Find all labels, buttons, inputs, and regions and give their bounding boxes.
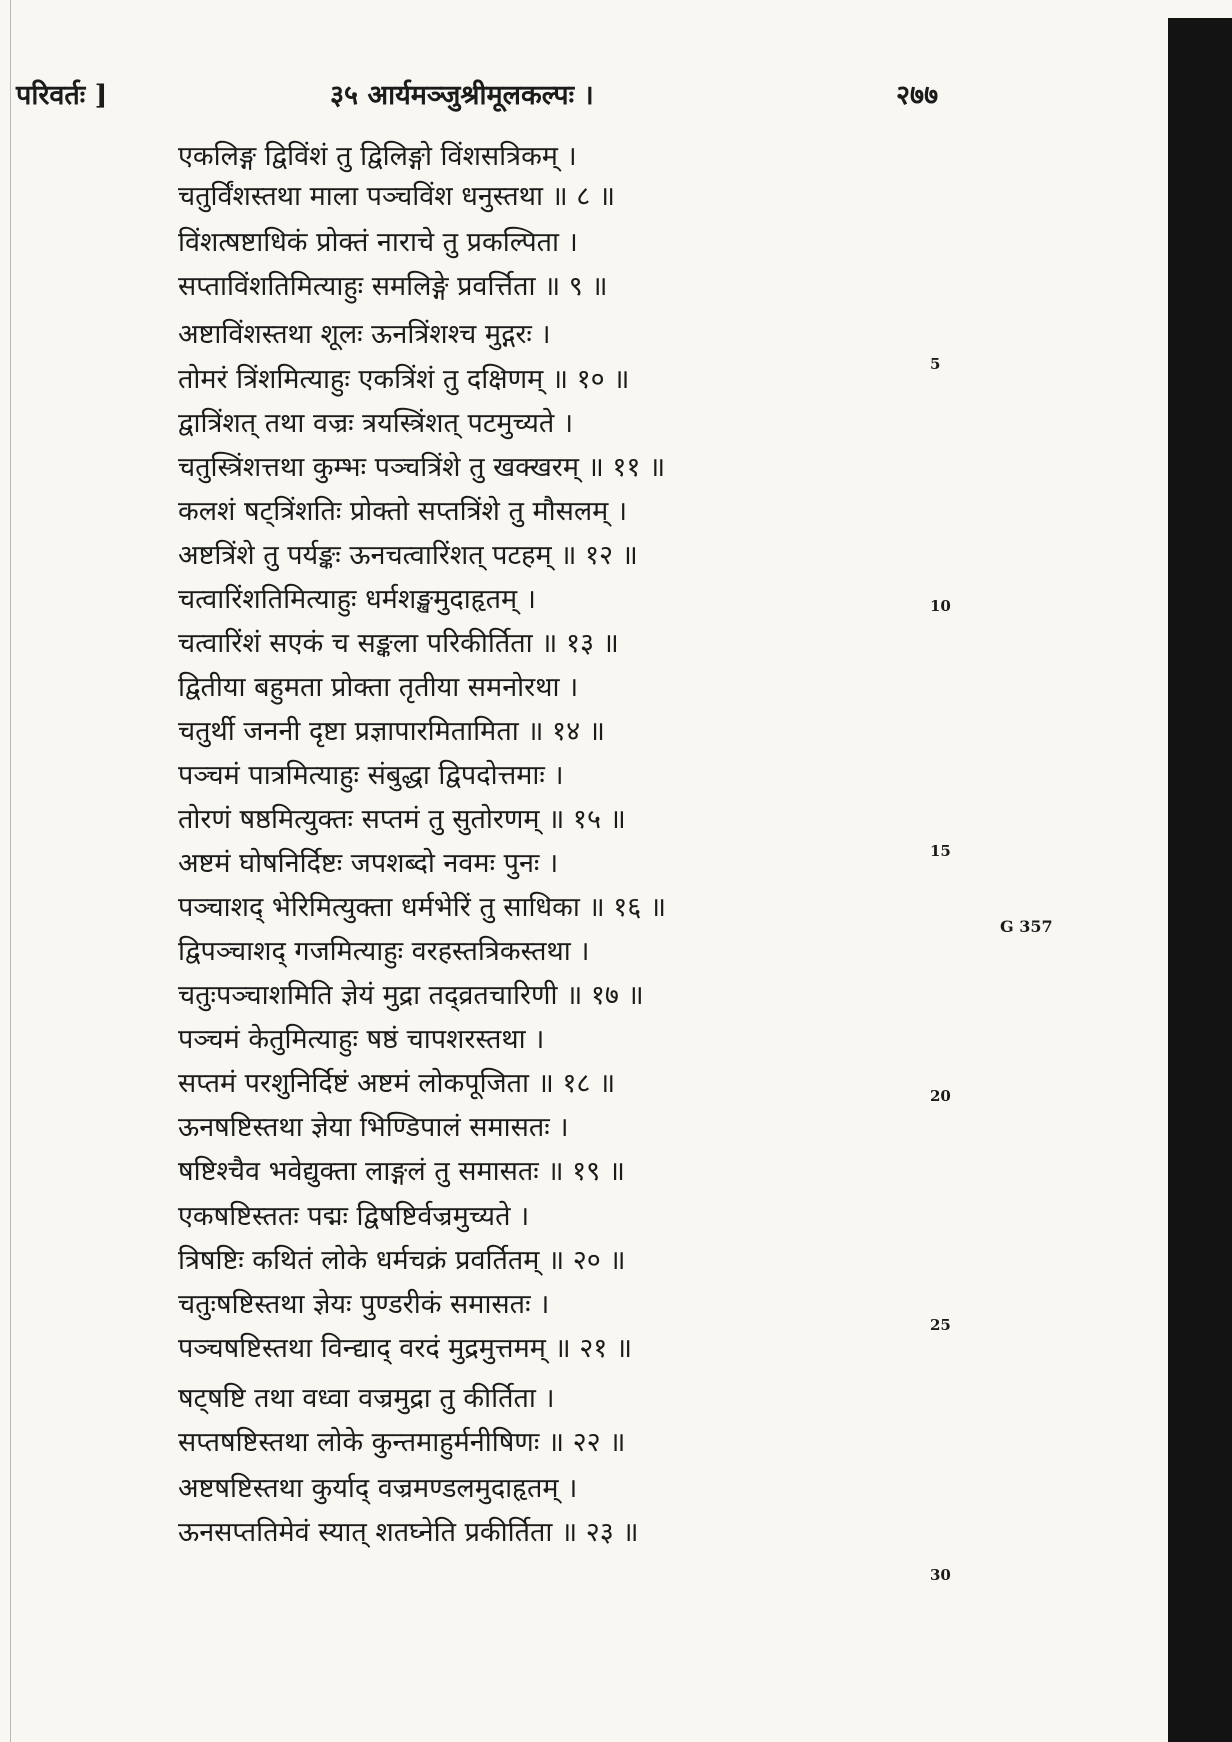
- verse-line: तोमरं त्रिंशमित्याहुः एकत्रिंशं तु दक्षिणम् ॥ १० ॥: [178, 364, 630, 395]
- verse-line: अष्टाविंशस्तथा शूलः ऊनत्रिंशश्च मुद्गरः ।: [178, 319, 551, 350]
- verse-line: पञ्चमं पात्रमित्याहुः संबुद्धा द्विपदोत्तमाः ।: [178, 760, 564, 791]
- verse-line: चतुःपञ्चाशमिति ज्ञेयं मुद्रा तद्व्रतचारिणी ॥ १७ ॥: [178, 980, 644, 1011]
- verse-line: सप्तमं परशुनिर्दिष्टं अष्टमं लोकपूजिता ॥ १८ ॥: [178, 1068, 616, 1099]
- line-number: 15: [930, 842, 951, 860]
- verse-line: एकलिङ्ग द्विविंशं तु द्विलिङ्गो विंशसत्रिकम् ।: [178, 141, 577, 172]
- verse-line: विंशत्षष्टाधिकं प्रोक्तं नाराचे तु प्रकल्पिता ।: [178, 227, 578, 258]
- verse-line: अष्टषष्टिस्तथा कुर्याद् वज्रमण्डलमुदाहृतम् ।: [178, 1473, 578, 1504]
- line-number: 25: [930, 1316, 951, 1334]
- verse-line: पञ्चमं केतुमित्याहुः षष्ठं चापशरस्तथा ।: [178, 1024, 545, 1055]
- scan-dark-edge: [1168, 18, 1232, 1742]
- page-left-rule: [10, 0, 11, 1742]
- line-number: 10: [930, 597, 951, 615]
- verse-line: कलशं षट्त्रिंशतिः प्रोक्तो सप्तत्रिंशे तु मौसलम् ।: [178, 496, 628, 527]
- verse-line: त्रिषष्टिः कथितं लोके धर्मचक्रं प्रवर्तितम् ॥ २० ॥: [178, 1245, 626, 1276]
- line-number: 5: [930, 355, 941, 373]
- verse-line: चतुर्थी जननी दृष्टा प्रज्ञापारमितामिता ॥ १४ ॥: [178, 716, 605, 747]
- verse-line: षष्टिश्चैव भवेद्युक्ता लाङ्गलं तु समासतः ॥ १९ ॥: [178, 1156, 625, 1187]
- running-title: ३५ आर्यमञ्जुश्रीमूलकल्पः ।: [330, 80, 594, 111]
- line-number: 20: [930, 1087, 951, 1105]
- verse-line: द्विपञ्चाशद् गजमित्याहुः वरहस्तत्रिकस्तथा ।: [178, 936, 590, 967]
- verse-line: ऊनषष्टिस्तथा ज्ञेया भिण्डिपालं समासतः ।: [178, 1112, 569, 1143]
- verse-line: पञ्चषष्टिस्तथा विन्द्याद् वरदं मुद्रमुत्तमम् ॥ २१ ॥: [178, 1333, 633, 1364]
- verse-line: चत्वारिंशं सएकं च सङ्कला परिकीर्तिता ॥ १३ ॥: [178, 628, 619, 659]
- verse-line: द्वितीया बहुमता प्रोक्ता तृतीया समनोरथा ।: [178, 672, 579, 703]
- verse-line: षट्षष्टि तथा वध्वा वज्रमुद्रा तु कीर्तिता ।: [178, 1383, 555, 1414]
- verse-line: चत्वारिंशतिमित्याहुः धर्मशङ्खमुदाहृतम् ।: [178, 584, 536, 615]
- margin-reference: G 357: [1000, 917, 1053, 936]
- verse-line: द्वात्रिंशत् तथा वज्रः त्रयस्त्रिंशत् पटमुच्यते ।: [178, 408, 574, 439]
- chapter-label: परिवर्तः ]: [16, 80, 108, 111]
- verse-line: तोरणं षष्ठमित्युक्तः सप्तमं तु सुतोरणम् ॥ १५ ॥: [178, 804, 626, 835]
- verse-line: अष्टत्रिंशे तु पर्यङ्कः ऊनचत्वारिंशत् पटहम् ॥ १२ ॥: [178, 540, 638, 571]
- verse-line: पञ्चाशद् भेरिमित्युक्ता धर्मभेरिं तु साधिका ॥ १६ ॥: [178, 892, 667, 923]
- verse-line: एकषष्टिस्ततः पद्मः द्विषष्टिर्वज्रमुच्यते ।: [178, 1201, 530, 1232]
- verse-line: ऊनसप्ततिमेवं स्यात् शतघ्नेति प्रकीर्तिता ॥ २३ ॥: [178, 1517, 639, 1548]
- verse-line: चतुस्त्रिंशत्तथा कुम्भः पञ्चत्रिंशे तु खक्खरम् ॥ ११ ॥: [178, 452, 666, 483]
- verse-line: अष्टमं घोषनिर्दिष्टः जपशब्दो नवमः पुनः ।: [178, 848, 559, 879]
- line-number: 30: [930, 1566, 951, 1584]
- verse-line: सप्ताविंशतिमित्याहुः समलिङ्गे प्रवर्त्तिता ॥ ९ ॥: [178, 271, 608, 302]
- verse-line: सप्तषष्टिस्तथा लोके कुन्तमाहुर्मनीषिणः ॥ २२ ॥: [178, 1427, 626, 1458]
- verse-line: चतुर्विंशस्तथा माला पञ्चविंश धनुस्तथा ॥ ८ ॥: [178, 181, 616, 212]
- verse-line: चतुःषष्टिस्तथा ज्ञेयः पुण्डरीकं समासतः ।: [178, 1289, 550, 1320]
- page-number: २७७: [896, 80, 939, 111]
